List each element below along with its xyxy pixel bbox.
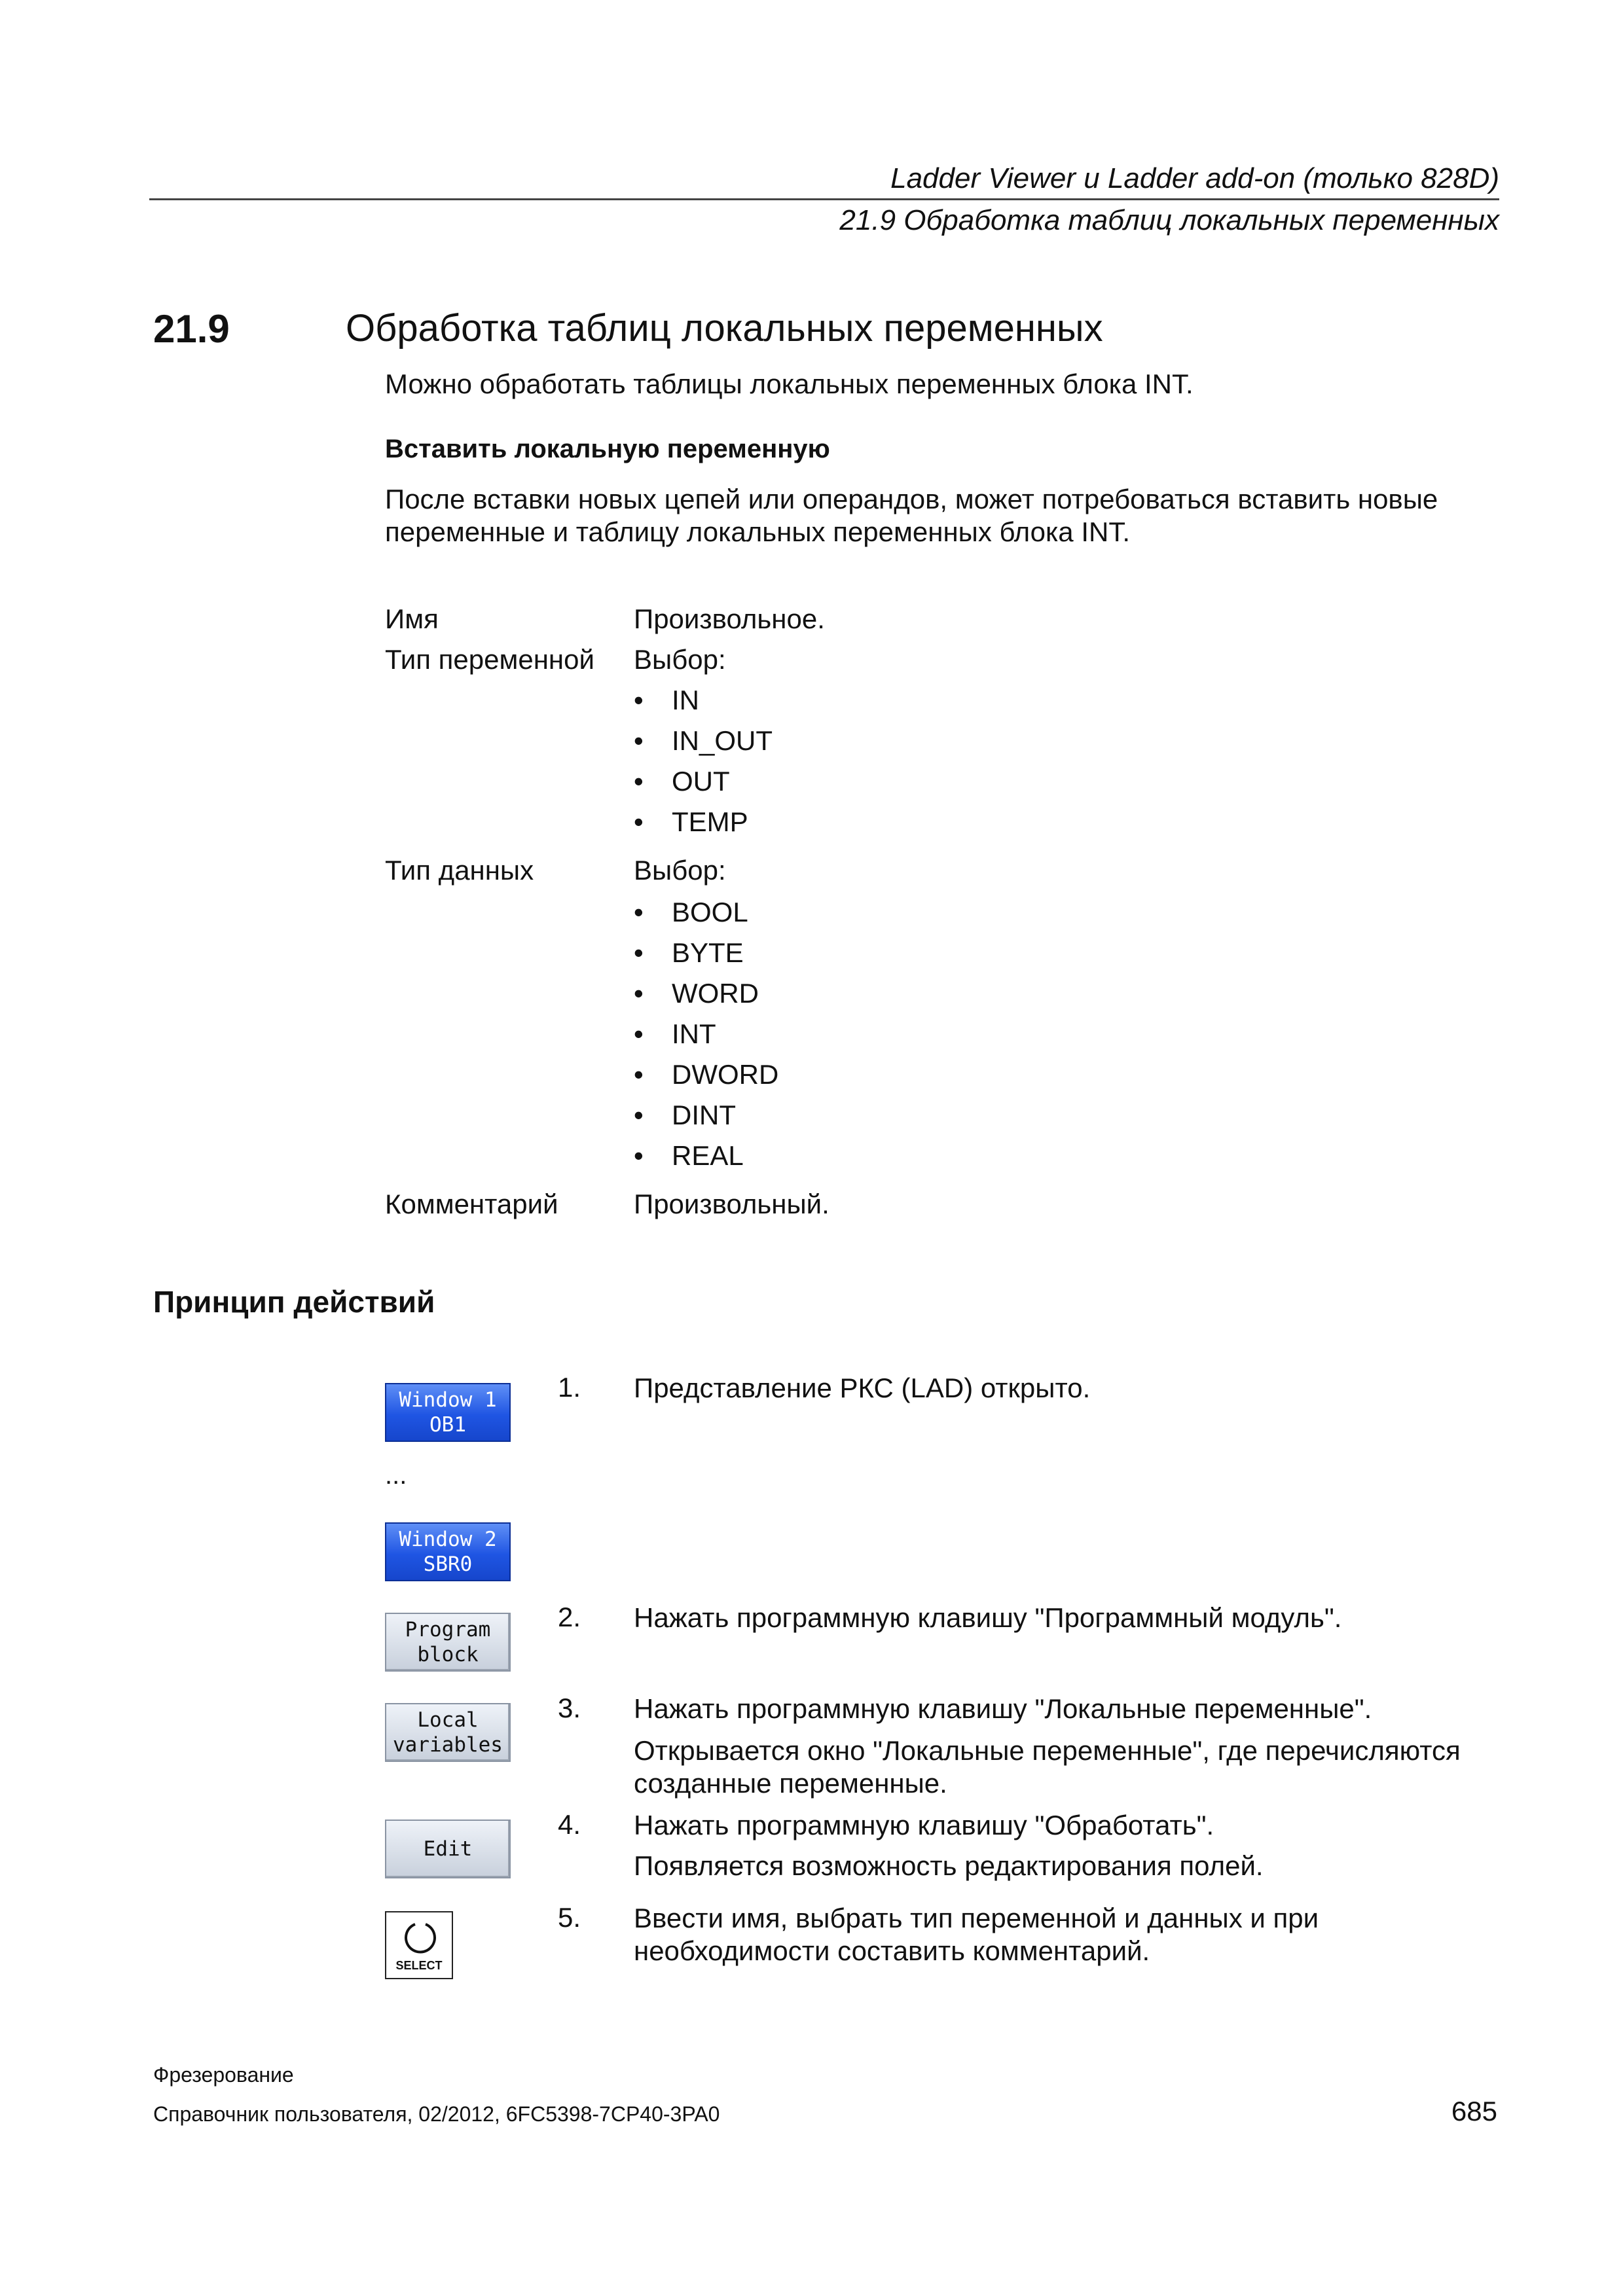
footer-manual: Справочник пользователя, 02/2012, 6FC5398-7CP40-3PA0	[153, 2102, 720, 2126]
softkey-label: OB1	[429, 1413, 466, 1437]
param-comment-label: Комментарий	[385, 1189, 558, 1219]
step-number: 3.	[558, 1693, 581, 1723]
section-title: Обработка таблиц локальных переменных	[346, 307, 1103, 350]
param-name-value: Произвольное.	[634, 603, 825, 634]
list-item: • TEMP	[634, 806, 748, 837]
list-item: • DINT	[634, 1100, 736, 1130]
list-item: • INT	[634, 1018, 716, 1049]
softkey-label: Local	[417, 1708, 479, 1732]
list-item: • WORD	[634, 978, 759, 1009]
program-block-softkey[interactable]	[385, 1613, 511, 1672]
softkey-label: block	[417, 1643, 479, 1666]
select-key[interactable]	[385, 1911, 453, 1979]
param-data-type-value: Выбор:	[634, 855, 726, 886]
param-data-type-label: Тип данных	[385, 855, 534, 886]
list-item: • BOOL	[634, 897, 748, 927]
param-name-label: Имя	[385, 603, 439, 634]
softkey-label: Window 2	[399, 1528, 497, 1551]
insert-text-line1: После вставки новых цепей или операндов, может потребоваться вставить новые	[385, 484, 1438, 514]
list-item: • OUT	[634, 766, 730, 797]
softkey-label: SBR0	[423, 1552, 473, 1576]
edit-softkey[interactable]	[385, 1820, 511, 1878]
running-header-chapter: Ladder Viewer и Ladder add-on (только 828D)	[890, 162, 1499, 194]
page-number: 685	[1451, 2096, 1497, 2126]
softkey-label: Edit	[423, 1837, 473, 1861]
step-text: Открывается окно "Локальные переменные", где перечисляются	[634, 1735, 1461, 1766]
window2-sbr0-softkey[interactable]	[385, 1522, 511, 1581]
softkey-label: variables	[393, 1733, 503, 1757]
list-item: • DWORD	[634, 1059, 779, 1090]
header-rule	[149, 198, 1499, 200]
step-text: необходимости составить комментарий.	[634, 1935, 1150, 1966]
window1-ob1-softkey[interactable]	[385, 1383, 511, 1442]
running-header-section: 21.9 Обработка таблиц локальных переменных	[839, 204, 1499, 236]
list-item: • IN	[634, 685, 699, 715]
step-number: 5.	[558, 1902, 581, 1933]
intro-text: Можно обработать таблицы локальных переменных блока INT.	[385, 368, 1194, 399]
param-var-type-label: Тип переменной	[385, 644, 594, 675]
step-number: 4.	[558, 1809, 581, 1840]
softkey-label: Window 1	[399, 1388, 497, 1412]
insert-text-line2: переменные и таблицу локальных переменных блока INT.	[385, 516, 1130, 547]
insert-heading: Вставить локальную переменную	[385, 435, 830, 463]
ellipsis: ...	[385, 1461, 407, 1490]
footer-product: Фрезерование	[153, 2063, 294, 2087]
step-text: Нажать программную клавишу "Обработать".	[634, 1810, 1214, 1840]
local-variables-softkey[interactable]	[385, 1703, 511, 1762]
step-text: Нажать программную клавишу "Программный модуль".	[634, 1602, 1342, 1633]
step-text: Представление РКС (LAD) открыто.	[634, 1372, 1091, 1403]
list-item: • BYTE	[634, 937, 744, 968]
step-text: созданные переменные.	[634, 1768, 947, 1799]
param-var-type-value: Выбор:	[634, 644, 726, 675]
section-number: 21.9	[153, 307, 230, 351]
step-text: Нажать программную клавишу "Локальные переменные".	[634, 1693, 1372, 1724]
list-item: • IN_OUT	[634, 725, 773, 756]
select-key-label: SELECT	[395, 1959, 443, 1972]
step-text: Появляется возможность редактирования полей.	[634, 1850, 1264, 1881]
step-text: Ввести имя, выбрать тип переменной и данных и при	[634, 1903, 1319, 1933]
principle-heading: Принцип действий	[153, 1285, 435, 1319]
step-number: 1.	[558, 1372, 581, 1403]
list-item: • REAL	[634, 1140, 744, 1171]
softkey-label: Program	[405, 1618, 491, 1641]
param-comment-value: Произвольный.	[634, 1189, 830, 1219]
step-number: 2.	[558, 1602, 581, 1632]
select-circle-icon	[401, 1919, 440, 1958]
